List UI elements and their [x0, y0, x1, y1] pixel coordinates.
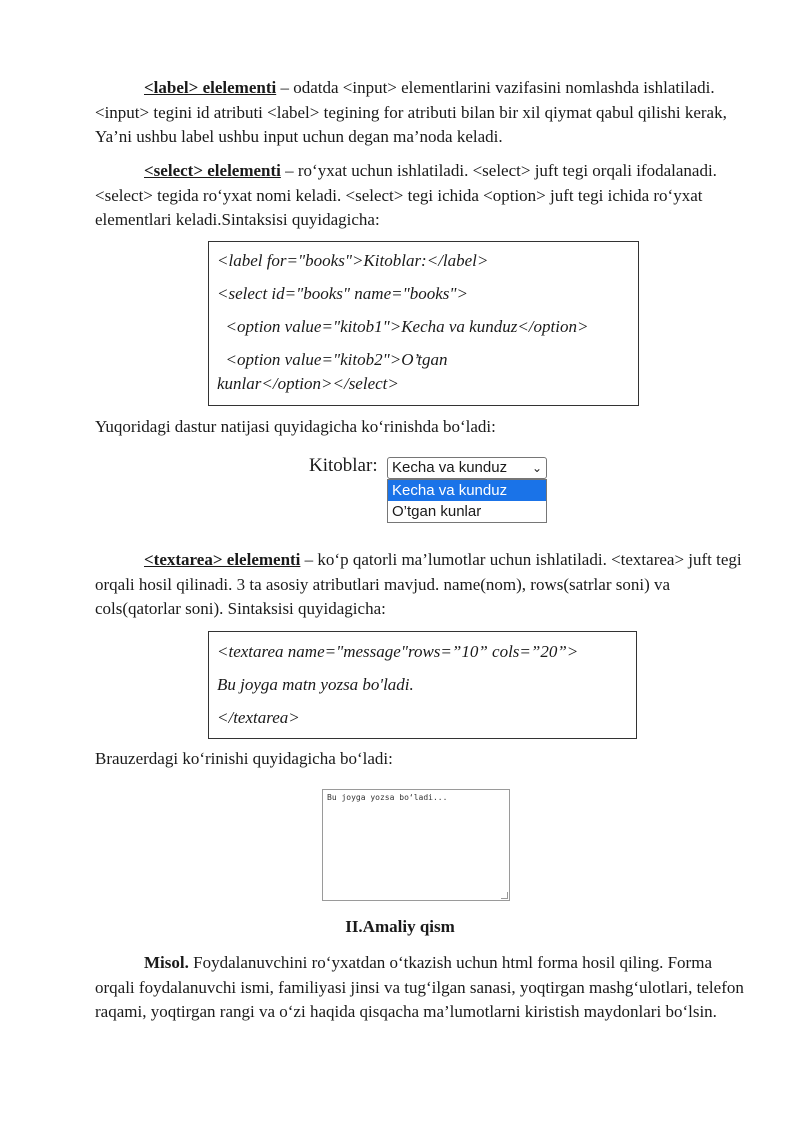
select-demo — [309, 455, 554, 530]
textarea-value: Bu joyga yozsa bo‘ladi... — [327, 793, 448, 802]
select-paragraph — [95, 159, 750, 233]
textarea-term: <textarea> elelementi — [144, 550, 301, 569]
textarea-paragraph — [95, 548, 750, 622]
message-textarea[interactable] — [322, 789, 510, 901]
chevron-down-icon: ⌄ — [531, 461, 542, 475]
select-term: <select> elelementi — [144, 161, 281, 180]
textarea-code-box — [208, 631, 637, 739]
select-demo-label: Kitoblar: — [309, 455, 378, 476]
label-paragraph — [95, 76, 750, 150]
select-result-caption: Yuqoridagi dastur natijasi quyidagicha ko‘rinishda bo‘ladi: — [95, 417, 496, 436]
example-lead: Misol. — [144, 953, 189, 972]
select-option[interactable]: Kecha va kunduz — [388, 480, 546, 501]
code-line: <textarea name="message"rows=”10” cols=”20”> — [217, 642, 579, 661]
example-text: Foydalanuvchini ro‘yxatdan o‘tkazish uchun html forma hosil qiling. Forma orqali foydalanuvchi ismi, familiyasi jinsi va tug‘ilgan sanasi, yoqtirgan mashg‘ulotlari, telefon raqami, yoqtirgan rangi va o‘zi haqida qisqacha ma’lumotlarni kiristish maydonlari bo‘lsin. — [95, 953, 744, 1021]
label-term: <label> elelementi — [144, 78, 277, 97]
code-line: <select id="books" name="books"> — [217, 284, 469, 303]
section-heading: II.Amaliy qism — [345, 917, 455, 936]
code-line: Bu joyga matn yozsa bo'ladi. — [217, 675, 414, 694]
code-line: <option value="kitob1">Kecha va kunduz</option> — [217, 317, 589, 336]
code-line: </textarea> — [217, 708, 300, 727]
books-select[interactable] — [387, 457, 547, 479]
select-code-box — [208, 241, 639, 406]
select-dropdown-list — [387, 479, 547, 523]
code-line: kunlar</option></select> — [217, 374, 399, 393]
select-option[interactable]: O’tgan kunlar — [392, 503, 482, 520]
code-line: <label for="books">Kitoblar:</label> — [217, 251, 489, 270]
select-description: – ro‘yxat uchun ishlatiladi. <select> juft tegi orqali ifodalanadi. <select> tegida ro‘yxat nomi keladi. <select> tegi ichida <option> juft tegi ichida ro‘yxat elementlari keladi.Sintaksisi quyidagicha: — [95, 161, 717, 229]
textarea-description: – ko‘p qatorli ma’lumotlar uchun ishlatiladi. <textarea> juft tegi orqali hosil qilinadi. 3 ta asosiy atributlari mavjud. name(nom), rows(satrlar soni) va cols(qatorlar soni). Sintaksisi quyidagicha: — [95, 550, 742, 618]
resize-handle-icon[interactable] — [501, 892, 508, 899]
select-current-value: Kecha va kunduz — [392, 459, 508, 476]
textarea-result-caption: Brauzerdagi ko‘rinishi quyidagicha bo‘ladi: — [95, 749, 393, 768]
label-description: – odatda <input> elementlarini vazifasini nomlashda ishlatiladi.<input> tegini id atributi <label> tegining for atributi bilan bir xil qiymat qabul qilishi kerak, Ya’ni ushbu label ushbu input uchun degan ma’noda keladi. — [95, 78, 727, 146]
example-paragraph — [95, 951, 750, 1025]
code-line: <option value="kitob2">O’tgan — [217, 350, 448, 369]
